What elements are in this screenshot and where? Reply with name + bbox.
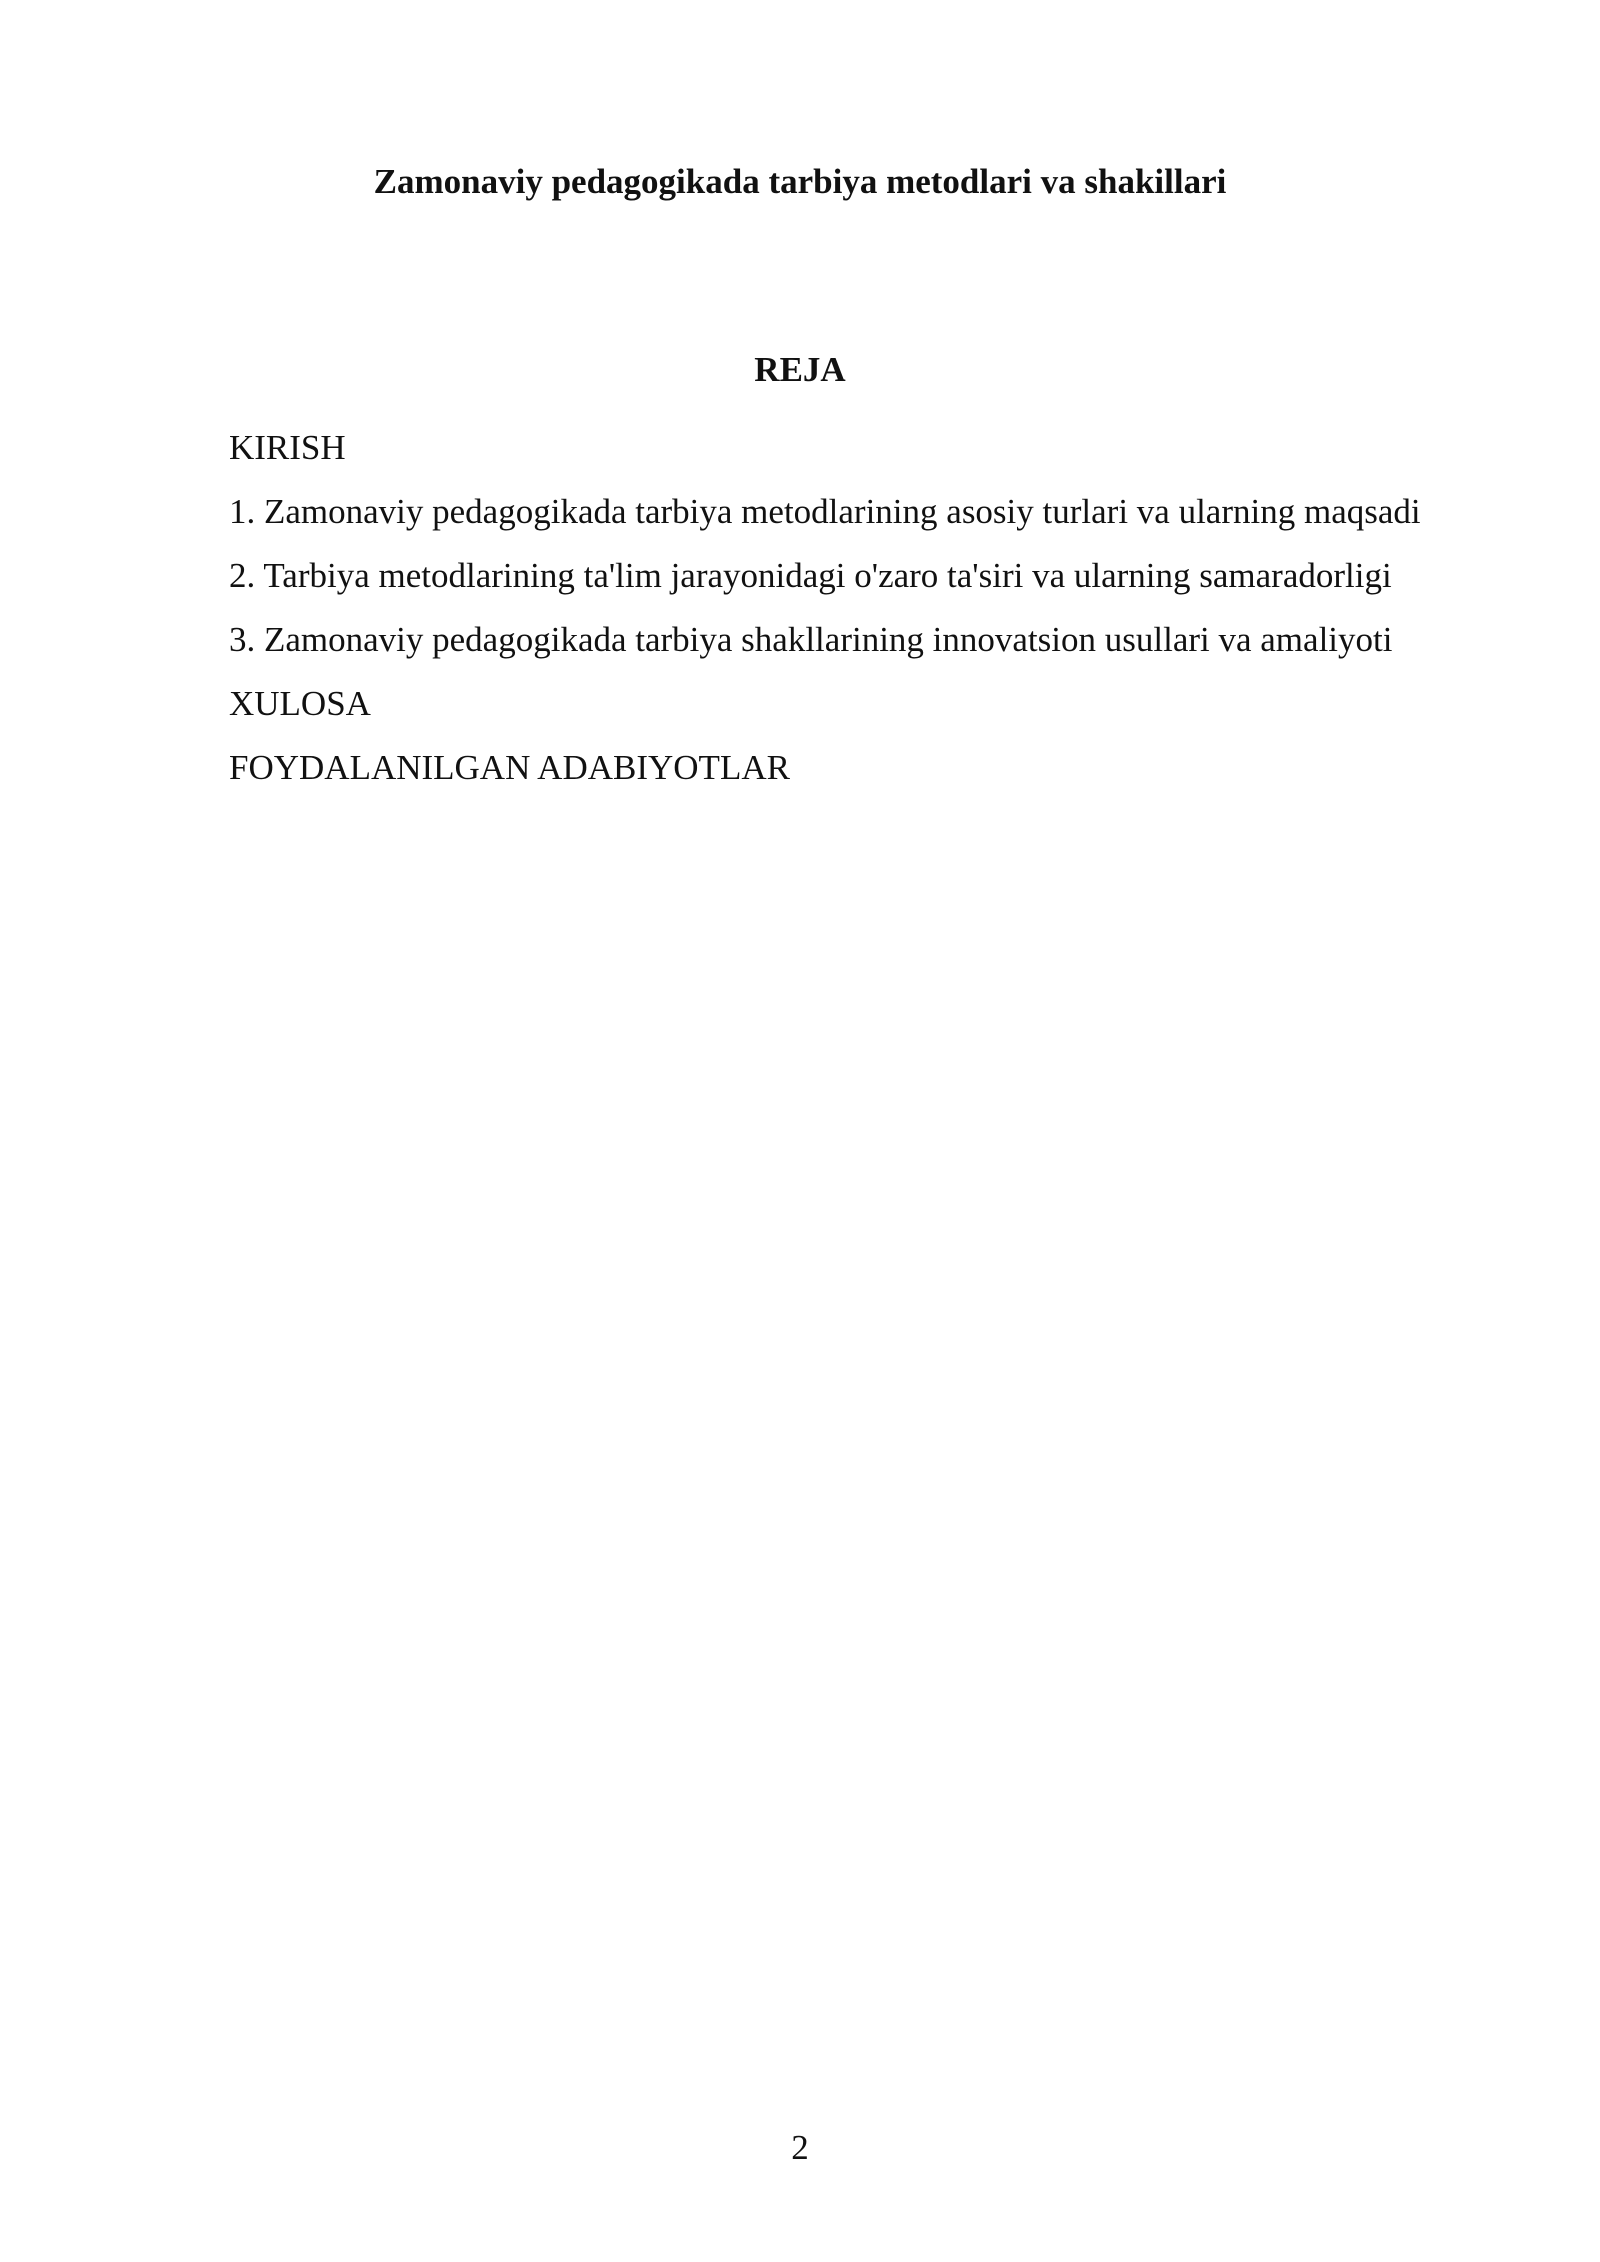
plan-list — [229, 420, 1529, 804]
plan-item-conclusion: XULOSA — [229, 684, 371, 723]
document-title: Zamonaviy pedagogikada tarbiya metodlari va shakillari — [373, 162, 1227, 201]
plan-item-section-1: 1. Zamonaviy pedagogikada tarbiya metodlarining asosiy turlari va ularning maqsadi — [229, 492, 1421, 531]
plan-item-references: FOYDALANILGAN ADABIYOTLAR — [229, 748, 790, 787]
page-number: 2 — [791, 2128, 809, 2167]
plan-item-section-2: 2. Tarbiya metodlarining ta'lim jarayonidagi o'zaro ta'siri va ularning samaradorligi — [229, 556, 1392, 595]
plan-item-section-3: 3. Zamonaviy pedagogikada tarbiya shakllarining innovatsion usullari va amaliyoti — [229, 620, 1393, 659]
plan-heading: REJA — [754, 350, 846, 389]
plan-item-introduction: KIRISH — [229, 428, 346, 467]
